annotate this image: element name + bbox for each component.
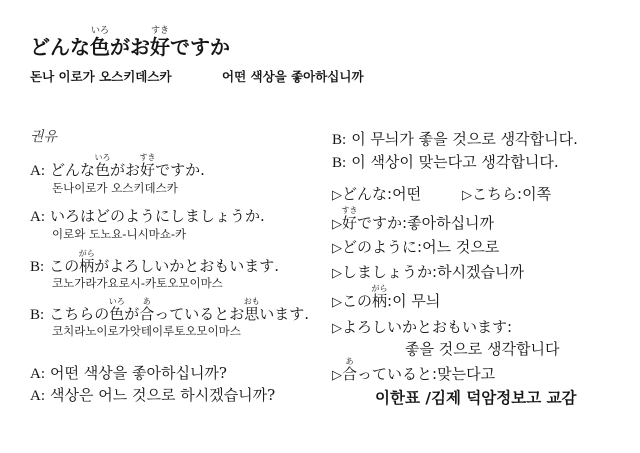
jp-text: がよろしいかとおもいます.	[94, 257, 279, 275]
furigana-reading: いろ	[94, 153, 111, 162]
korean-text: 색상은 어느 것으로 하시겠습니까?	[50, 386, 276, 404]
furigana-reading: がら	[78, 249, 95, 258]
vocab-separator: :	[432, 263, 438, 281]
vocab-separator: :	[432, 365, 438, 383]
furigana-reading: すき	[341, 206, 358, 215]
triangle-marker-icon: ▷	[332, 321, 342, 336]
vocab-item	[332, 357, 496, 383]
vocab-separator: :	[417, 238, 423, 256]
subtitle-meaning: 어떤 색상을 좋아하십니까	[222, 69, 364, 84]
furigana-reading: がら	[371, 284, 388, 293]
vocab-separator: :	[387, 185, 393, 203]
jp-text: います.	[259, 305, 310, 323]
triangle-marker-icon: ▷	[332, 266, 342, 281]
speaker-label: B:	[332, 132, 347, 148]
title-text: ですか	[170, 35, 230, 59]
vocab-term: どんな	[342, 185, 388, 203]
pronunciation-gloss: 코노가라가요로시-카토오모이마스	[52, 276, 223, 290]
speaker-label: A:	[30, 209, 45, 225]
vocab-meaning: 어떤	[392, 185, 422, 203]
kanji: 色	[109, 305, 125, 323]
vocab-meaning: 이 무늬	[392, 292, 441, 310]
vocab-term: この	[342, 292, 373, 310]
vocab-meaning: 좋을 것으로 생각합니다	[405, 340, 560, 358]
furigana-reading: あ	[345, 357, 354, 366]
korean-line	[332, 132, 578, 148]
kanji: 色	[90, 35, 110, 59]
vocab-term: こちら	[472, 185, 518, 203]
kanji: 柄	[79, 257, 95, 275]
kanji: 好	[140, 161, 156, 179]
korean-text: 이 무늬가 좋을 것으로 생각합니다.	[351, 130, 578, 148]
vocab-meaning: 좋아하십니까	[407, 214, 495, 232]
furigana-word	[90, 26, 110, 59]
vocab-term: よろしいかとおもいます	[342, 318, 508, 336]
vocab-term: っていると	[357, 365, 433, 383]
jp-text: こちらの	[49, 305, 110, 323]
kanji: 色	[95, 161, 111, 179]
vocab-item	[332, 265, 524, 280]
jp-text: がお	[110, 161, 141, 179]
furigana-word	[94, 153, 111, 179]
page-title	[30, 26, 230, 59]
triangle-marker-icon: ▷	[332, 217, 342, 232]
korean-text: 이 색상이 맞는다고 생각합니다.	[351, 153, 559, 171]
furigana-word	[139, 297, 155, 323]
dialogue-line	[30, 209, 265, 225]
vocab-separator: :	[507, 318, 513, 336]
pronunciation-gloss: 돈나이로가 오스키데스카	[52, 181, 178, 195]
vocab-term: ですか	[357, 214, 403, 232]
furigana-word	[371, 284, 388, 310]
kanji: 柄	[372, 292, 388, 310]
vocab-item	[332, 187, 421, 202]
pronunciation-gloss: 이로와 도노요-니시마쇼-카	[52, 227, 187, 241]
section-heading: 권유	[30, 129, 58, 145]
jp-text: いろはどのようにしましょうか.	[50, 207, 265, 225]
kanji: 合	[139, 305, 155, 323]
vocab-item	[332, 206, 495, 232]
title-text: どんな	[30, 35, 90, 59]
speaker-label: B:	[30, 307, 45, 323]
vocab-item	[462, 187, 551, 202]
furigana-word	[139, 153, 156, 179]
speaker-label: B:	[30, 259, 45, 275]
kanji: 好	[150, 35, 170, 59]
speaker-label: A:	[30, 163, 45, 179]
furigana-reading: おも	[243, 297, 260, 306]
korean-line	[332, 155, 559, 171]
vocab-meaning: 이쪽	[522, 185, 552, 203]
jp-text: どんな	[50, 161, 96, 179]
furigana-word	[342, 357, 358, 383]
kanji: 思	[244, 305, 260, 323]
vocab-separator: :	[402, 214, 408, 232]
furigana-reading: あ	[142, 297, 151, 306]
vocab-meaning: 맞는다고	[437, 365, 496, 383]
furigana-word	[243, 297, 260, 323]
speaker-label: A:	[30, 366, 45, 382]
furigana-reading: すき	[150, 26, 170, 36]
dialogue-line	[30, 297, 310, 323]
pronunciation-gloss: 코치라노이로가앗테이루토오모이마스	[52, 324, 241, 338]
author-credit: 이한표 /김제 덕암정보고 교감	[375, 389, 577, 407]
furigana-word	[78, 249, 95, 275]
speaker-label: A:	[30, 388, 45, 404]
subtitle-reading: 돈나 이로가 오스키데스카	[30, 69, 172, 84]
vocab-item	[332, 320, 512, 335]
vocab-term: どのように	[342, 238, 418, 256]
triangle-marker-icon: ▷	[462, 188, 472, 203]
kanji: 好	[342, 214, 358, 232]
jp-text: ですか.	[155, 161, 205, 179]
title-text: がお	[110, 35, 150, 59]
furigana-word	[150, 26, 170, 59]
dialogue-line	[30, 249, 279, 275]
vocab-item	[332, 240, 499, 255]
vocab-separator: :	[517, 185, 523, 203]
triangle-marker-icon: ▷	[332, 188, 342, 203]
triangle-marker-icon: ▷	[332, 368, 342, 383]
kanji: 合	[342, 365, 358, 383]
triangle-marker-icon: ▷	[332, 241, 342, 256]
jp-text: っているとお	[154, 305, 245, 323]
speaker-label: B:	[332, 155, 347, 171]
vocab-item	[332, 284, 441, 310]
furigana-reading: いろ	[90, 26, 110, 36]
furigana-word	[341, 206, 358, 232]
korean-line	[30, 388, 275, 404]
jp-text: が	[124, 305, 140, 323]
vocab-term: しましょうか	[342, 263, 433, 281]
furigana-reading: いろ	[108, 297, 125, 306]
vocab-meaning: 어느 것으로	[422, 238, 500, 256]
furigana-reading: すき	[139, 153, 156, 162]
jp-text: この	[49, 257, 80, 275]
korean-text: 어떤 색상을 좋아하십니까?	[50, 364, 227, 382]
furigana-word	[108, 297, 125, 323]
vocab-meaning: 하시겠습니까	[437, 263, 525, 281]
dialogue-line	[30, 153, 205, 179]
korean-line	[30, 366, 227, 382]
triangle-marker-icon: ▷	[332, 295, 342, 310]
vocab-separator: :	[387, 292, 393, 310]
